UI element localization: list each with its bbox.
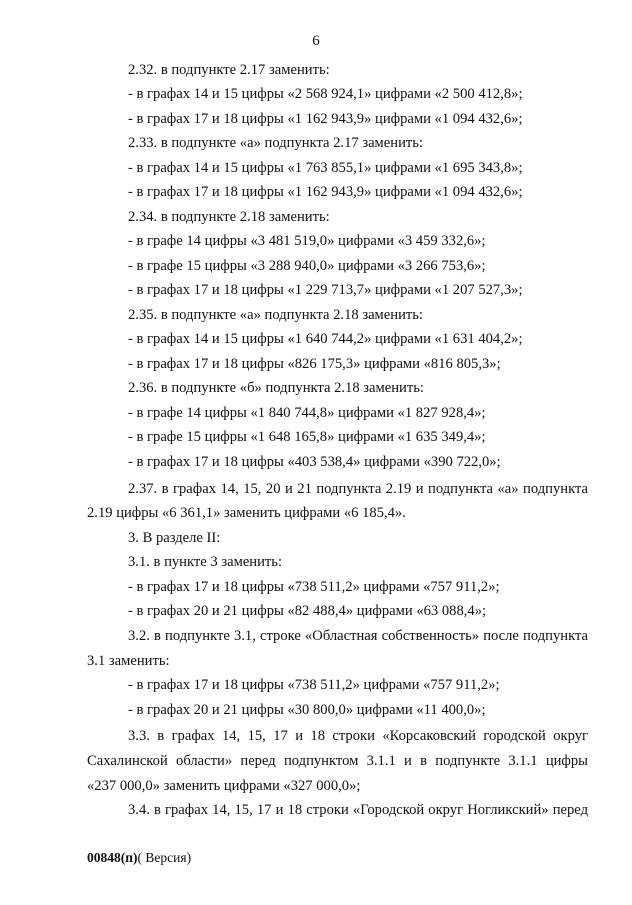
text-line: - в графе 15 цифры «3 288 940,0» цифрами «3 266 753,6»; [128, 258, 486, 274]
text-line: - в графах 17 и 18 цифры «826 175,3» цифрами «816 805,3»; [128, 356, 501, 372]
text-line: 2.35. в подпункте «а» подпункта 2.18 заменить: [128, 307, 423, 323]
text-line: - в графах 17 и 18 цифры «1 162 943,9» цифрами «1 094 432,6»; [128, 111, 523, 127]
text-line: - в графах 20 и 21 цифры «30 800,0» цифрами «11 400,0»; [128, 702, 486, 718]
text-line: 2.32. в подпункте 2.17 заменить: [128, 62, 330, 78]
text-line: 2.34. в подпункте 2.18 заменить: [128, 209, 330, 225]
text-line: - в графе 14 цифры «3 481 519,0» цифрами «3 459 332,6»; [128, 233, 486, 249]
text-line: Сахалинской области» перед подпунктом 3.1.1 и в подпункте 3.1.1 цифры [87, 753, 588, 769]
text-line: 3. В разделе II: [128, 530, 221, 546]
text-line: 2.33. в подпункте «а» подпункта 2.17 заменить: [128, 135, 423, 151]
text-line: - в графах 14 и 15 цифры «1 763 855,1» цифрами «1 695 343,8»; [128, 160, 523, 176]
text-line: 3.1. в пункте 3 заменить: [128, 554, 283, 570]
text-line: - в графах 20 и 21 цифры «82 488,4» цифрами «63 088,4»; [128, 603, 487, 619]
document-code: 00848(п) [87, 850, 138, 865]
text-line: 3.4. в графах 14, 15, 17 и 18 строки «Городской округ Ногликский» перед [128, 802, 588, 818]
text-line: - в графах 14 и 15 цифры «2 568 924,1» цифрами «2 500 412,8»; [128, 86, 523, 102]
text-line: - в графах 17 и 18 цифры «1 229 713,7» цифрами «1 207 527,3»; [128, 282, 523, 298]
text-line: - в графах 17 и 18 цифры «403 538,4» цифрами «390 722,0»; [128, 454, 501, 470]
text-line: 2.19 цифры «6 361,1» заменить цифрами «6 185,4». [87, 505, 406, 521]
text-line: - в графах 17 и 18 цифры «738 511,2» цифрами «757 911,2»; [128, 579, 500, 595]
text-line: - в графе 15 цифры «1 648 165,8» цифрами «1 635 349,4»; [128, 429, 486, 445]
text-line: - в графах 17 и 18 цифры «1 162 943,9» цифрами «1 094 432,6»; [128, 184, 523, 200]
page-number: 6 [312, 33, 320, 49]
text-line: 3.2. в подпункте 3.1, строке «Областная собственность» после подпункта [128, 628, 588, 644]
text-line: - в графах 17 и 18 цифры «738 511,2» цифрами «757 911,2»; [128, 677, 500, 693]
text-line: 3.3. в графах 14, 15, 17 и 18 строки «Корсаковский городской округ [128, 728, 588, 744]
text-line: - в графах 14 и 15 цифры «1 640 744,2» цифрами «1 631 404,2»; [128, 331, 523, 347]
text-line: - в графе 14 цифры «1 840 744,8» цифрами «1 827 928,4»; [128, 405, 486, 421]
document-footer [87, 850, 191, 866]
document-version: ( Версия) [137, 850, 192, 865]
text-line: 3.1 заменить: [87, 653, 170, 669]
text-line: «237 000,0» заменить цифрами «327 000,0»; [87, 778, 361, 794]
text-line: 2.37. в графах 14, 15, 20 и 21 подпункта 2.19 и подпункта «а» подпункта [128, 481, 588, 497]
text-line: 2.36. в подпункте «б» подпункта 2.18 заменить: [128, 380, 424, 396]
